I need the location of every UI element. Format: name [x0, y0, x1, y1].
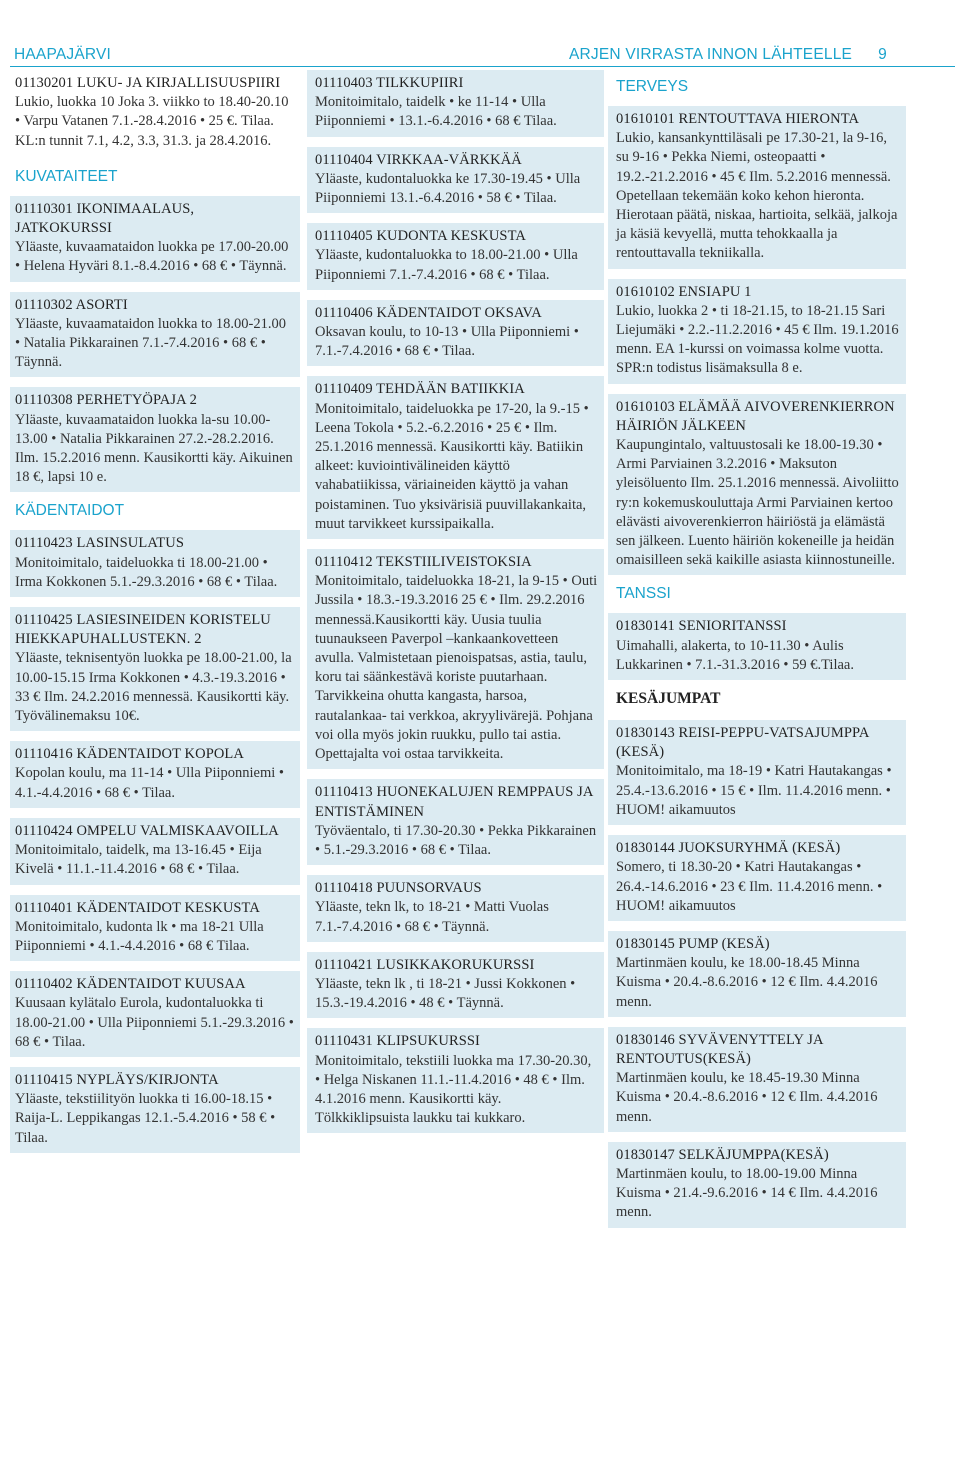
- course-entry: [10, 971, 300, 1057]
- course-title: 01110418 PUUNSORVAUS: [315, 880, 482, 897]
- course-entry: [608, 394, 906, 576]
- course-details: Kopolan koulu, ma 11-14 • Ulla Piiponniemi • 4.1.-4.4.2016 • 68 € • Tilaa.: [15, 765, 284, 801]
- course-entry: [307, 779, 604, 865]
- course-title: 01110413 HUONEKALUJEN REMPPAUS JA ENTISTÄMINEN: [315, 784, 593, 820]
- course-entry: [608, 931, 906, 1017]
- section-heading-kuvataiteet: KUVATAITEET: [15, 167, 118, 185]
- course-entry: [10, 818, 300, 885]
- course-entry: [10, 895, 300, 962]
- column-3: [608, 70, 906, 1228]
- course-title: 01830143 REISI-PEPPU-VATSAJUMPPA (KESÄ): [616, 725, 869, 761]
- course-title: 01110403 TILKKUPIIRI: [315, 75, 464, 91]
- course-title: 01110308 PERHETYÖPAJA 2: [15, 392, 197, 409]
- column-1: [10, 70, 300, 1153]
- course-entry: [307, 952, 604, 1019]
- course-entry: [608, 279, 906, 384]
- course-entry: [10, 741, 300, 808]
- course-title: 01830145 PUMP (KESÄ): [616, 935, 770, 952]
- page-number: 9: [878, 46, 887, 63]
- course-entry: [307, 223, 604, 290]
- course-details: Martinmäen koulu, ke 18.00-18.45 Minna Kuisma • 20.4.-8.6.2016 • 12 € Ilm. 4.4.2016 menn.: [616, 955, 878, 1010]
- course-details: Oksavan koulu, to 10-13 • Ulla Piiponniemi • 7.1.-7.4.2016 • 68 € • Tilaa.: [315, 324, 579, 360]
- course-title: 01830146 SYVÄVENYTTELY JA RENTOUTUS(KESÄ): [616, 1031, 823, 1067]
- course-title: 01110431 KLIPSUKURSSI: [315, 1033, 480, 1050]
- course-entry: [307, 147, 604, 214]
- course-entry: [307, 549, 604, 769]
- course-entry: [608, 835, 906, 921]
- column-2: [307, 70, 604, 1133]
- course-entry: [10, 292, 300, 378]
- course-entry: [307, 70, 604, 137]
- section-heading-terveys: TERVEYS: [616, 78, 689, 95]
- course-title: 01610103 ELÄMÄÄ AIVOVERENKIERRON HÄIRIÖN JÄLKEEN: [616, 398, 895, 434]
- course-entry: [307, 300, 604, 367]
- course-entry: [10, 1067, 300, 1153]
- course-title: 01110415 NYPLÄYS/KIRJONTA: [15, 1071, 219, 1088]
- course-details: Monitoimitalo, taidelk • ke 11-14 • Ulla Piiponniemi • 13.1.-6.4.2016 • 68 € Tilaa.: [315, 94, 557, 130]
- course-details: Somero, ti 18.30-20 • Katri Hautakangas • 26.4.-14.6.2016 • 23 € Ilm. 11.4.2016 menn. • HUOM! aikamuutos: [616, 859, 883, 914]
- course-entry: [10, 70, 300, 156]
- course-title: 01110401 KÄDENTAIDOT KESKUSTA: [15, 899, 260, 916]
- course-details: Lukio, luokka 2 • ti 18-21.15, to 18-21.15 Sari Liejumäki • 2.2.-11.2.2016 • 45 € Ilm. 19.1.2016 menn. EA 1-kurssi on voimassa kolme vuotta. SPR:n todistus lisämaksulla 8 e.: [616, 302, 899, 377]
- course-details: Monitoimitalo, ma 18-19 • Katri Hautakangas • 25.4.-13.6.2016 • 15 € • Ilm. 11.4.2016 menn. • HUOM! aikamuutos: [616, 763, 892, 818]
- course-details: Lukio, kansankynttiläsali pe 17.30-21, la 9-16, su 9-16 • Pekka Niemi, osteopaatti • 19.2.-21.2.2016 • 45 € Ilm. 5.2.2016 mennessä. Opetellaan tekemään koko kehon hieronta. Hierotaan päätä, niskaa, hartioita, selkää, jalkoja ja käsiä kevyellä, mutta tehokkaalla ja rentouttavalla tekniikalla.: [616, 130, 898, 262]
- course-details: Kuusaan kylätalo Eurola, kudontaluokka ti 18.00-21.00 • Ulla Piiponniemi 5.1.-29.3.2016 • 68 € • Tilaa.: [15, 995, 294, 1050]
- course-title: 01830141 SENIORITANSSI: [616, 618, 787, 635]
- course-details: Martinmäen koulu, ke 18.45-19.30 Minna Kuisma • 20.4.-8.6.2016 • 12 € Ilm. 4.4.2016 menn.: [616, 1070, 878, 1125]
- course-title: 01110423 LASINSULATUS: [15, 535, 184, 552]
- course-title: 01110404 VIRKKAA-VÄRKKÄÄ: [315, 151, 522, 168]
- course-details: Yläaste, kuvaamataidon luokka pe 17.00-20.00 • Helena Hyväri 8.1.-8.4.2016 • 68 € • Täynnä.: [15, 239, 289, 275]
- course-title: 01830144 JUOKSURYHMÄ (KESÄ): [616, 840, 841, 857]
- course-title: 01110409 TEHDÄÄN BATIIKKIA: [315, 381, 525, 398]
- course-title: 01110405 KUDONTA KESKUSTA: [315, 228, 526, 245]
- course-details: Yläaste, teknisentyön luokka pe 18.00-21.00, la 10.00-15.15 Irma Kokkonen • 4.3.-19.3.2016 • 33 € Ilm. 24.2.2016 mennessä. Kausikortti käy. Työvälinemaksu 10€.: [15, 650, 292, 725]
- course-entry: [608, 1027, 906, 1132]
- course-title: 01130201 LUKU- JA KIRJALLISUUSPIIRI: [15, 75, 281, 91]
- course-title: 01110402 KÄDENTAIDOT KUUSAA: [15, 976, 246, 993]
- course-entry: [608, 613, 906, 680]
- course-title: 01110412 TEKSTIILIVEISTOKSIA: [315, 554, 532, 571]
- course-details: Yläaste, kuvaamataidon luokka la-su 10.00-13.00 • Natalia Pikkarainen 27.2.-28.2.2016. Ilm. 15.2.2016 menn. Kausikortti käy. Aikuinen 18 €, lapsi 10 e.: [15, 411, 293, 486]
- course-title: 01110416 KÄDENTAIDOT KOPOLA: [15, 746, 244, 763]
- course-title: 01610101 RENTOUTTAVA HIERONTA: [616, 111, 860, 127]
- course-details: Yläaste, tekn lk , ti 18-21 • Jussi Kokkonen • 15.3.-19.4.2016 • 48 € • Täynnä.: [315, 975, 576, 1012]
- section-heading-tanssi: TANSSI: [616, 585, 671, 603]
- course-details: Monitoimitalo, taideluokka ti 18.00-21.00 • Irma Kokkonen 5.1.-29.3.2016 • 68 € • Tilaa.: [15, 554, 278, 590]
- course-details: Monitoimitalo, tekstiili luokka ma 17.30-20.30, • Helga Niskanen 11.1.-11.4.2016 • 48 € • Ilm. 4.1.2016 menn. Kausikortti käy. Tölkkiklipsuista laukku tai kukkaro.: [315, 1052, 592, 1127]
- course-details: Yläaste, kuvaamataidon luokka to 18.00-21.00 • Natalia Pikkarainen 7.1.-7.4.2016 • 68 € • Täynnä.: [15, 315, 287, 371]
- course-details: Kaupungintalo, valtuustosali ke 18.00-19.30 • Armi Parviainen 3.2.2016 • Maksuton yleisöluento Ilm. 25.1.2016 mennessä. Aivoliitto ry:n kokemuskouluttaja Armi Parviainen kertoo elävästi aivoverenkierron häiriöstä ja elämästä sen jälkeen. Luento häiriön kokeneille ja heidän omaisilleen sekä kaikille asiasta kiinnostuneille.: [616, 437, 899, 569]
- section-heading-kesajumpat: KESÄJUMPAT: [616, 690, 721, 708]
- course-details: Yläaste, kudontaluokka ke 17.30-19.45 • Ulla Piiponniemi 13.1.-6.4.2016 • 58 € • Tilaa.: [315, 170, 581, 207]
- course-details: Yläaste, kudontaluokka to 18.00-21.00 • Ulla Piiponniemi 7.1.-7.4.2016 • 68 € • Tilaa.: [315, 247, 578, 283]
- course-details: Yläaste, tekstiilityön luokka ti 16.00-18.15 • Raija-L. Leppikangas 12.1.-5.4.2016 • 58 € • Tilaa.: [15, 1091, 276, 1146]
- course-details: Työväentalo, ti 17.30-20.30 • Pekka Pikkarainen • 5.1.-29.3.2016 • 68 € • Tilaa.: [315, 822, 597, 858]
- course-title: 01830147 SELKÄJUMPPA(KESÄ): [616, 1146, 829, 1163]
- course-entry: [608, 1142, 906, 1228]
- course-title: 01110301 IKONIMAALAUS, JATKOKURSSI: [15, 200, 195, 237]
- course-entry: [307, 1028, 604, 1133]
- course-details: Monitoimitalo, kudonta lk • ma 18-21 Ulla Piiponniemi • 4.1.-4.4.2016 • 68 € Tilaa.: [15, 918, 264, 954]
- course-details: Monitoimitalo, taidelk, ma 13-16.45 • Eija Kivelä • 11.1.-11.4.2016 • 68 € • Tilaa.: [15, 842, 262, 878]
- course-title: 01110425 LASIESINEIDEN KORISTELU HIEKKAPUHALLUSTEKN. 2: [15, 612, 271, 648]
- header-rule: [10, 66, 955, 67]
- course-entry: [307, 376, 604, 539]
- course-title: 01610102 ENSIAPU 1: [616, 283, 752, 300]
- course-entry: [10, 196, 300, 282]
- course-title: 01110302 ASORTI: [15, 296, 128, 313]
- course-entry: [608, 720, 906, 825]
- course-entry: [307, 875, 604, 942]
- course-entry: [10, 387, 300, 492]
- course-details: Lukio, luokka 10 Joka 3. viikko to 18.40-20.10 • Varpu Vatanen 7.1.-28.4.2016 • 25 €. Tilaa. KL:n tunnit 7.1, 4.2, 3.3, 31.3. ja 28.4.2016.: [15, 94, 289, 149]
- section-heading-kadentaidot: KÄDENTAIDOT: [15, 502, 125, 520]
- course-details: Uimahalli, alakerta, to 10-11.30 • Aulis Lukkarinen • 7.1.-31.3.2016 • 59 €.Tilaa.: [616, 637, 854, 673]
- header-area-name: HAAPAJÄRVI: [14, 46, 112, 63]
- course-entry: [10, 530, 300, 597]
- course-entry: [608, 106, 906, 269]
- header-publication-title: [569, 46, 887, 64]
- course-entry: [10, 607, 300, 731]
- course-title: 01110406 KÄDENTAIDOT OKSAVA: [315, 304, 542, 321]
- course-details: Monitoimitalo, taideluokka 18-21, la 9-15 • Outi Jussila • 18.3.-19.3.2016 25 € • Ilm. 29.2.2016 mennessä.Kausikortti käy. Uusia tuulia tuunaukseen Paverpol –kankaankovetteen avulla. Valmistetaan pienoispatsas, astia, taulu, koru tai säänkestävä koriste puutarhaan. Tarvikkeina ohutta kangasta, harsoa, rautalankaa- tai verkkoa, akryylivärejä. Pohjana voi olla myös jokin ruukku, pullo tai astia. Opettajalta voi ostaa tarvikkeita.: [315, 573, 598, 763]
- course-title: 01110421 LUSIKKAKORUKURSSI: [315, 956, 535, 973]
- course-title: 01110424 OMPELU VALMISKAAVOILLA: [15, 822, 279, 839]
- course-details: Yläaste, tekn lk, to 18-21 • Matti Vuolas 7.1.-7.4.2016 • 68 € • Täynnä.: [315, 899, 549, 935]
- course-details: Monitoimitalo, taideluokka pe 17-20, la 9.-15 • Leena Tokola • 5.2.-6.2.2016 • 25 € • Ilm. 25.1.2016 mennessä. Kausikortti käy. Batiikin alkeet: kuviointivälineiden käyttö vahabatiikissa, väriaineiden käyttö ja vahan poistaminen. Tuo yksivärisiä puuvillakankaita, muut tarvikkeet kurssipaikalla.: [315, 400, 589, 532]
- course-details: Martinmäen koulu, to 18.00-19.00 Minna Kuisma • 21.4.-9.6.2016 • 14 € Ilm. 4.4.2016 menn.: [616, 1165, 878, 1221]
- header-slogan: ARJEN VIRRASTA INNON LÄHTEELLE: [569, 46, 853, 63]
